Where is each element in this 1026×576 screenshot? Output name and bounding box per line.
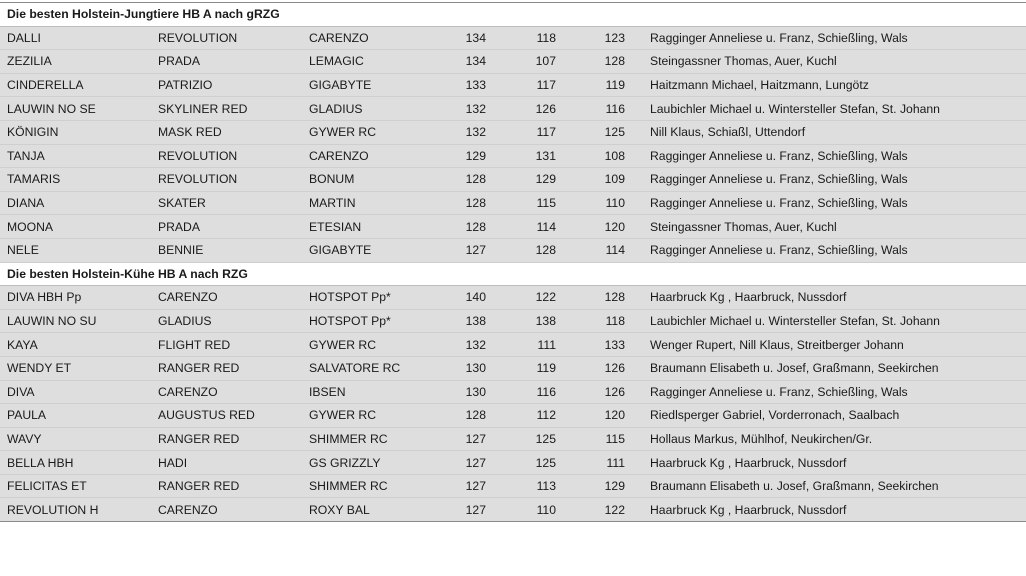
animal-name-cell: FELICITAS ET (0, 474, 151, 498)
value-3-cell: 126 (574, 380, 643, 404)
dam-sire-cell: BONUM (302, 168, 434, 192)
value-2-cell: 125 (504, 427, 574, 451)
owner-cell: Ragginger Anneliese u. Franz, Schießling, Wals (643, 26, 1026, 50)
value-3-cell: 125 (574, 120, 643, 144)
value-2-cell: 128 (504, 238, 574, 262)
ranking-sheet (0, 2, 1026, 522)
value-1-cell: 127 (434, 427, 504, 451)
sire-cell: PRADA (151, 50, 302, 74)
value-3-cell: 128 (574, 286, 643, 310)
value-1-cell: 132 (434, 333, 504, 357)
value-1-cell: 133 (434, 73, 504, 97)
dam-sire-cell: GYWER RC (302, 120, 434, 144)
dam-sire-cell: HOTSPOT Pp* (302, 309, 434, 333)
value-3-cell: 115 (574, 427, 643, 451)
value-1-cell: 127 (434, 474, 504, 498)
sire-cell: CARENZO (151, 498, 302, 522)
value-1-cell: 129 (434, 144, 504, 168)
owner-cell: Haitzmann Michael, Haitzmann, Lungötz (643, 73, 1026, 97)
sire-cell: AUGUSTUS RED (151, 404, 302, 428)
owner-cell: Steingassner Thomas, Auer, Kuchl (643, 50, 1026, 74)
value-2-cell: 111 (504, 333, 574, 357)
table-row (0, 451, 1026, 475)
table-row (0, 97, 1026, 121)
animal-name-cell: MOONA (0, 215, 151, 239)
dam-sire-cell: GS GRIZZLY (302, 451, 434, 475)
sire-cell: PATRIZIO (151, 73, 302, 97)
table-row (0, 474, 1026, 498)
value-3-cell: 118 (574, 309, 643, 333)
value-2-cell: 119 (504, 356, 574, 380)
table-row (0, 191, 1026, 215)
owner-cell: Laubichler Michael u. Wintersteller Stefan, St. Johann (643, 309, 1026, 333)
dam-sire-cell: GIGABYTE (302, 238, 434, 262)
owner-cell: Haarbruck Kg , Haarbruck, Nussdorf (643, 451, 1026, 475)
animal-name-cell: KÖNIGIN (0, 120, 151, 144)
dam-sire-cell: GIGABYTE (302, 73, 434, 97)
section-header (0, 3, 1026, 27)
animal-name-cell: WAVY (0, 427, 151, 451)
owner-cell: Haarbruck Kg , Haarbruck, Nussdorf (643, 286, 1026, 310)
owner-cell: Riedlsperger Gabriel, Vorderronach, Saalbach (643, 404, 1026, 428)
value-2-cell: 131 (504, 144, 574, 168)
animal-name-cell: DALLI (0, 26, 151, 50)
sire-cell: SKATER (151, 191, 302, 215)
sire-cell: RANGER RED (151, 427, 302, 451)
animal-name-cell: NELE (0, 238, 151, 262)
value-3-cell: 133 (574, 333, 643, 357)
value-1-cell: 140 (434, 286, 504, 310)
dam-sire-cell: ROXY BAL (302, 498, 434, 522)
table-row (0, 215, 1026, 239)
value-1-cell: 132 (434, 97, 504, 121)
section-header (0, 262, 1026, 286)
value-2-cell: 122 (504, 286, 574, 310)
value-2-cell: 138 (504, 309, 574, 333)
owner-cell: Nill Klaus, Schiaßl, Uttendorf (643, 120, 1026, 144)
value-2-cell: 113 (504, 474, 574, 498)
dam-sire-cell: LEMAGIC (302, 50, 434, 74)
value-1-cell: 130 (434, 380, 504, 404)
table-row (0, 333, 1026, 357)
sire-cell: FLIGHT RED (151, 333, 302, 357)
value-3-cell: 128 (574, 50, 643, 74)
dam-sire-cell: GYWER RC (302, 333, 434, 357)
animal-name-cell: WENDY ET (0, 356, 151, 380)
owner-cell: Haarbruck Kg , Haarbruck, Nussdorf (643, 498, 1026, 522)
owner-cell: Hollaus Markus, Mühlhof, Neukirchen/Gr. (643, 427, 1026, 451)
sire-cell: GLADIUS (151, 309, 302, 333)
table-row (0, 380, 1026, 404)
animal-name-cell: PAULA (0, 404, 151, 428)
value-3-cell: 123 (574, 26, 643, 50)
ranking-table (0, 2, 1026, 522)
value-3-cell: 108 (574, 144, 643, 168)
animal-name-cell: KAYA (0, 333, 151, 357)
dam-sire-cell: GYWER RC (302, 404, 434, 428)
table-row (0, 356, 1026, 380)
value-3-cell: 122 (574, 498, 643, 522)
owner-cell: Steingassner Thomas, Auer, Kuchl (643, 215, 1026, 239)
value-2-cell: 115 (504, 191, 574, 215)
animal-name-cell: REVOLUTION H (0, 498, 151, 522)
owner-cell: Braumann Elisabeth u. Josef, Graßmann, Seekirchen (643, 474, 1026, 498)
animal-name-cell: TANJA (0, 144, 151, 168)
value-2-cell: 110 (504, 498, 574, 522)
owner-cell: Ragginger Anneliese u. Franz, Schießling, Wals (643, 191, 1026, 215)
animal-name-cell: LAUWIN NO SE (0, 97, 151, 121)
dam-sire-cell: GLADIUS (302, 97, 434, 121)
table-row (0, 286, 1026, 310)
value-3-cell: 126 (574, 356, 643, 380)
value-2-cell: 118 (504, 26, 574, 50)
owner-cell: Laubichler Michael u. Wintersteller Stefan, St. Johann (643, 97, 1026, 121)
animal-name-cell: LAUWIN NO SU (0, 309, 151, 333)
table-row (0, 309, 1026, 333)
owner-cell: Braumann Elisabeth u. Josef, Graßmann, Seekirchen (643, 356, 1026, 380)
table-row (0, 144, 1026, 168)
value-3-cell: 114 (574, 238, 643, 262)
owner-cell: Ragginger Anneliese u. Franz, Schießling, Wals (643, 380, 1026, 404)
sire-cell: RANGER RED (151, 474, 302, 498)
value-2-cell: 126 (504, 97, 574, 121)
value-1-cell: 128 (434, 215, 504, 239)
owner-cell: Ragginger Anneliese u. Franz, Schießling, Wals (643, 144, 1026, 168)
value-3-cell: 119 (574, 73, 643, 97)
animal-name-cell: TAMARIS (0, 168, 151, 192)
value-1-cell: 128 (434, 191, 504, 215)
value-1-cell: 134 (434, 50, 504, 74)
dam-sire-cell: HOTSPOT Pp* (302, 286, 434, 310)
sire-cell: BENNIE (151, 238, 302, 262)
value-3-cell: 120 (574, 404, 643, 428)
value-2-cell: 117 (504, 120, 574, 144)
sire-cell: MASK RED (151, 120, 302, 144)
value-1-cell: 134 (434, 26, 504, 50)
value-3-cell: 129 (574, 474, 643, 498)
dam-sire-cell: SALVATORE RC (302, 356, 434, 380)
value-1-cell: 127 (434, 451, 504, 475)
dam-sire-cell: ETESIAN (302, 215, 434, 239)
animal-name-cell: BELLA HBH (0, 451, 151, 475)
ranking-table-body (0, 3, 1026, 522)
value-3-cell: 111 (574, 451, 643, 475)
table-row (0, 404, 1026, 428)
owner-cell: Wenger Rupert, Nill Klaus, Streitberger Johann (643, 333, 1026, 357)
section-title: Die besten Holstein-Kühe HB A nach RZG (0, 262, 1026, 286)
value-3-cell: 109 (574, 168, 643, 192)
dam-sire-cell: MARTIN (302, 191, 434, 215)
dam-sire-cell: SHIMMER RC (302, 474, 434, 498)
table-row (0, 498, 1026, 522)
value-3-cell: 116 (574, 97, 643, 121)
table-row (0, 168, 1026, 192)
table-row (0, 427, 1026, 451)
table-row (0, 120, 1026, 144)
dam-sire-cell: CARENZO (302, 144, 434, 168)
section-title: Die besten Holstein-Jungtiere HB A nach gRZG (0, 3, 1026, 27)
value-2-cell: 117 (504, 73, 574, 97)
value-1-cell: 132 (434, 120, 504, 144)
table-row (0, 73, 1026, 97)
sire-cell: REVOLUTION (151, 144, 302, 168)
value-2-cell: 129 (504, 168, 574, 192)
sire-cell: CARENZO (151, 380, 302, 404)
animal-name-cell: DIVA HBH Pp (0, 286, 151, 310)
value-1-cell: 128 (434, 404, 504, 428)
value-2-cell: 114 (504, 215, 574, 239)
owner-cell: Ragginger Anneliese u. Franz, Schießling, Wals (643, 168, 1026, 192)
value-2-cell: 107 (504, 50, 574, 74)
sire-cell: HADI (151, 451, 302, 475)
sire-cell: PRADA (151, 215, 302, 239)
animal-name-cell: CINDERELLA (0, 73, 151, 97)
dam-sire-cell: IBSEN (302, 380, 434, 404)
value-1-cell: 138 (434, 309, 504, 333)
value-1-cell: 127 (434, 498, 504, 522)
animal-name-cell: DIVA (0, 380, 151, 404)
animal-name-cell: ZEZILIA (0, 50, 151, 74)
dam-sire-cell: SHIMMER RC (302, 427, 434, 451)
sire-cell: RANGER RED (151, 356, 302, 380)
value-3-cell: 120 (574, 215, 643, 239)
table-row (0, 26, 1026, 50)
animal-name-cell: DIANA (0, 191, 151, 215)
sire-cell: REVOLUTION (151, 168, 302, 192)
value-2-cell: 125 (504, 451, 574, 475)
owner-cell: Ragginger Anneliese u. Franz, Schießling, Wals (643, 238, 1026, 262)
sire-cell: CARENZO (151, 286, 302, 310)
value-1-cell: 128 (434, 168, 504, 192)
value-2-cell: 116 (504, 380, 574, 404)
sire-cell: SKYLINER RED (151, 97, 302, 121)
value-3-cell: 110 (574, 191, 643, 215)
dam-sire-cell: CARENZO (302, 26, 434, 50)
sire-cell: REVOLUTION (151, 26, 302, 50)
value-1-cell: 130 (434, 356, 504, 380)
value-2-cell: 112 (504, 404, 574, 428)
table-row (0, 50, 1026, 74)
value-1-cell: 127 (434, 238, 504, 262)
table-row (0, 238, 1026, 262)
